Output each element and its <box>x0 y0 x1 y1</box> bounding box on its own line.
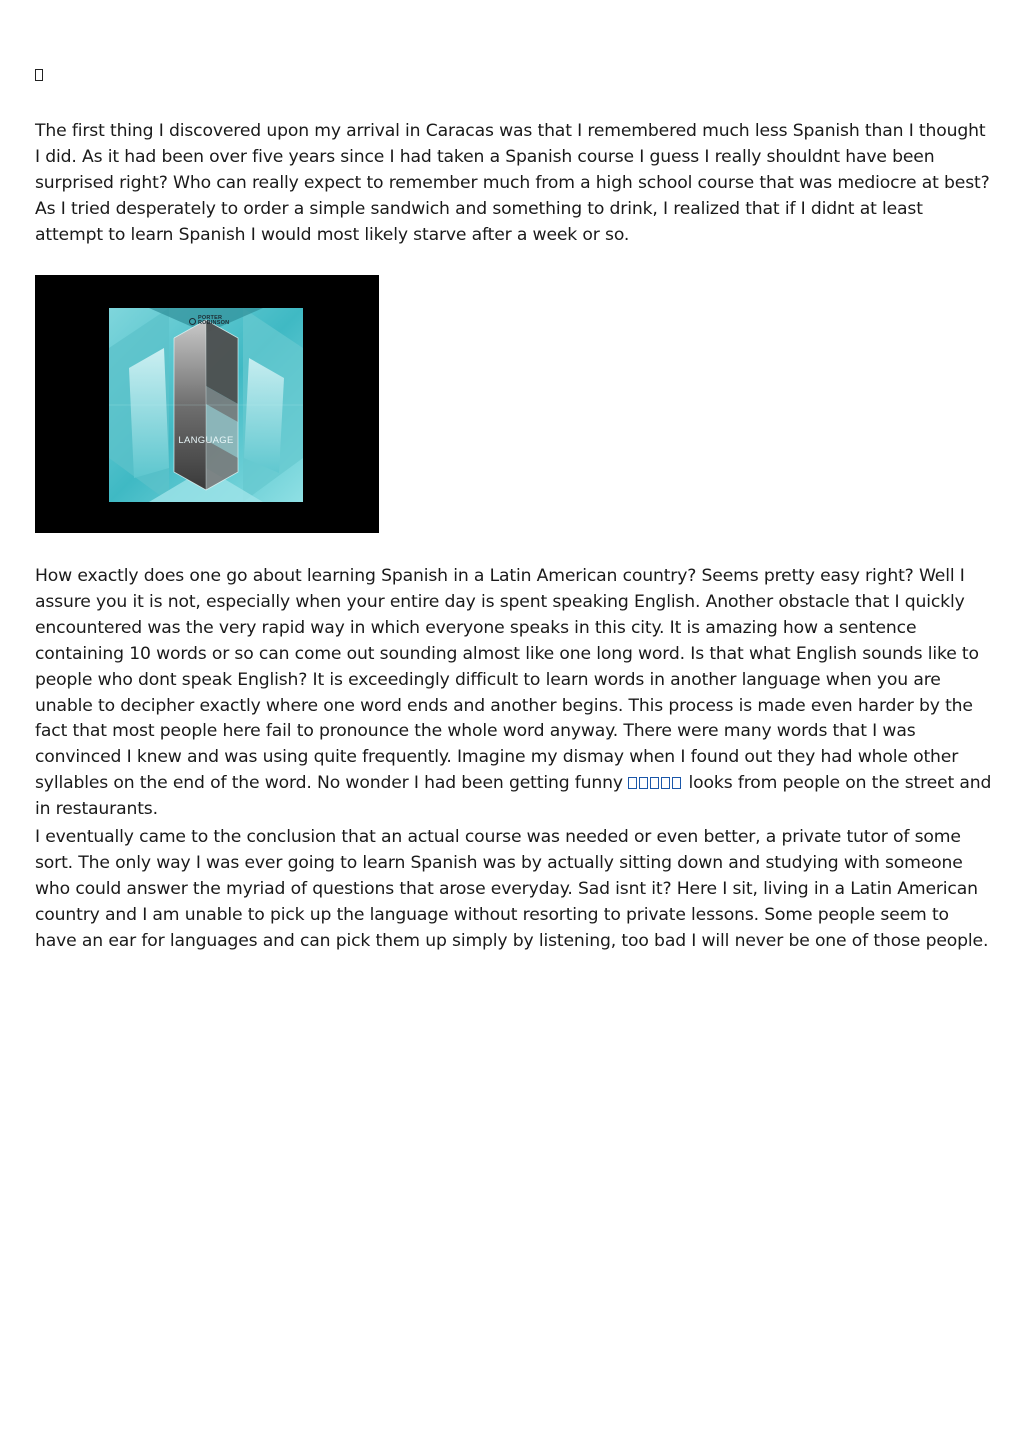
missing-glyph-icon <box>661 777 670 789</box>
paragraph-2 <box>35 564 995 823</box>
paragraph-3: I eventually came to the conclusion that an actual course was needed or even better, a private tutor of some sort. The only way I was ever going to learn Spanish was by actually sitting down and studying with someone who could answer the myriad of questions that arose everyday. Sad isnt it? Here I sit, living in a Latin American country and I am unable to pick up the language without resorting to private lessons. Some people seem to have an ear for languages and can pick them up simply by listening, too bad I will never be one of those people. <box>35 827 989 951</box>
brand-logo-icon <box>189 318 196 325</box>
missing-glyph-icon <box>639 777 648 789</box>
inline-link[interactable] <box>628 773 683 793</box>
cover-brand-logo <box>189 316 232 326</box>
paragraph-2-text-start: How exactly does one go about learning Spanish in a Latin American country? Seems pretty easy right? Well I assure you it is not, especially when your entire day is spent speaking English. Another obstacle that I quickly encountered was the very rapid way in which everyone speaks in this city. It is amazing how a sentence containing 10 words or so can come out sounding almost like one long word. Is that what English sounds like to people who dont speak English? It is exceedingly difficult to learn words in another language when you are unable to decipher exactly where one word ends and another begins. This process is made even harder by the fact that most people here fail to pronounce the whole word anyway. There were many words that I was convinced I knew and was using quite frequently. Imagine my dismay when I found out they had whole other syllables on the end of the word. No wonder I had been getting funny <box>35 566 979 794</box>
paragraph-2-text-end: looks from people on the street and in restaurants. <box>35 773 992 820</box>
missing-glyph-box-icon <box>35 69 43 81</box>
cover-title: LANGUAGE <box>178 435 234 446</box>
paragraph-1: The first thing I discovered upon my arrival in Caracas was that I remembered much less Spanish than I thought I did. As it had been over five years since I had taken a Spanish course I guess I really shouldnt have been surprised right? Who can really expect to remember much from a high school course that was mediocre at best? As I tried desperately to order a simple sandwich and something to drink, I realized that if I didnt at least attempt to learn Spanish I would most likely starve after a week or so. <box>35 121 990 245</box>
album-cover-art <box>109 308 303 502</box>
cover-brand-text: PORTER ROBINSON <box>198 315 230 326</box>
embedded-video-thumbnail[interactable] <box>35 275 379 533</box>
missing-glyph-icon <box>672 777 681 789</box>
missing-glyph-icon <box>628 777 637 789</box>
missing-glyph-icon <box>650 777 659 789</box>
